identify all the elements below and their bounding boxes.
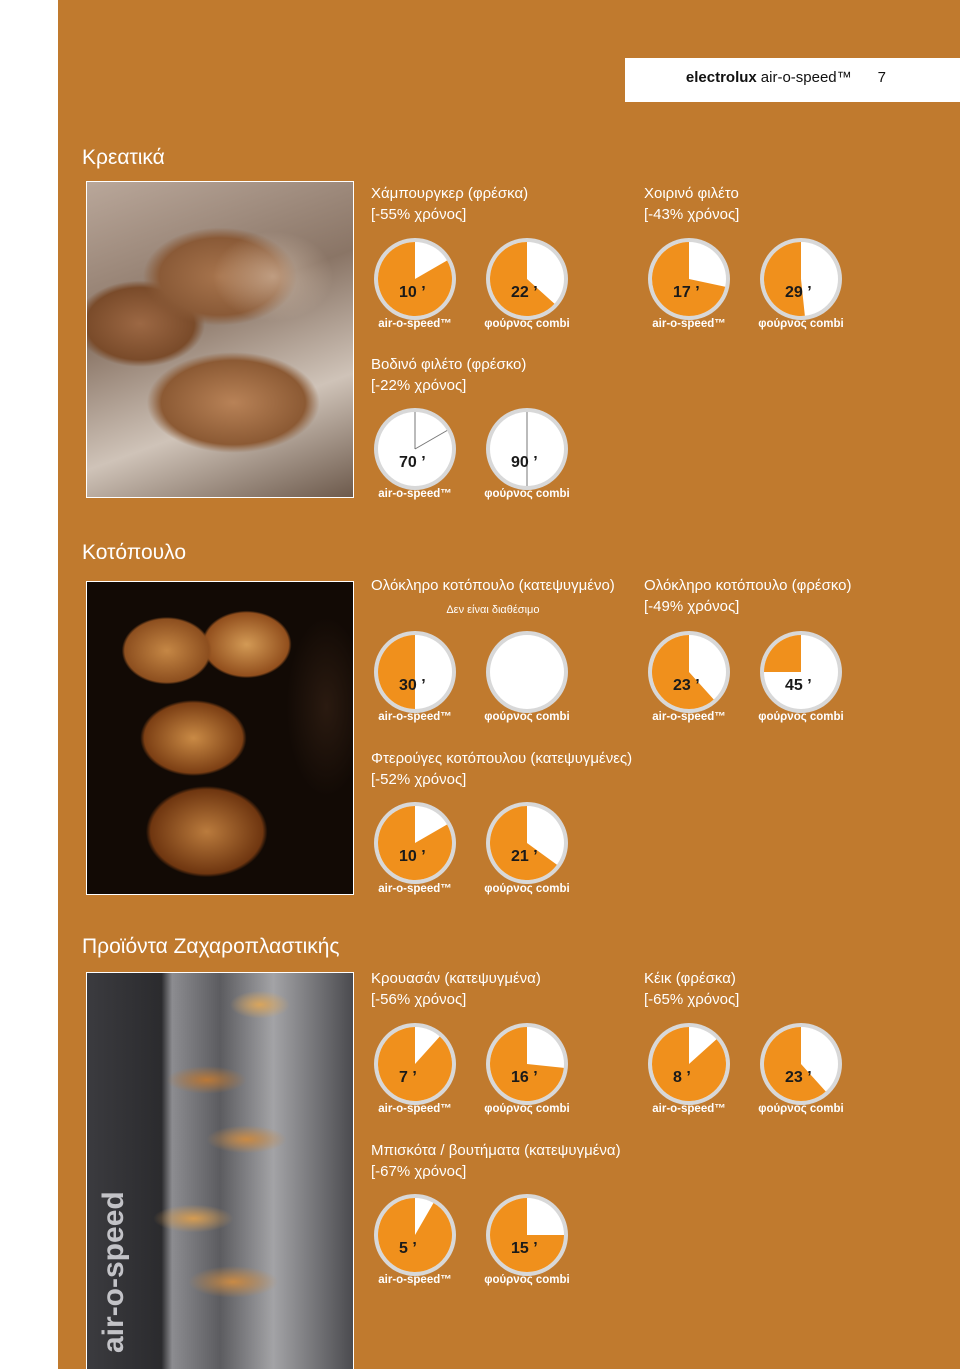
combi-label: φούρνος combi <box>758 318 844 330</box>
combi-timer <box>485 630 569 714</box>
item-title <box>371 968 541 1010</box>
airospeed-timer <box>647 630 731 714</box>
item-title <box>644 968 739 1010</box>
time-saving: [-65% χρόνος] <box>644 991 740 1008</box>
dial-sector <box>764 635 801 672</box>
timer-dial-icon <box>759 630 843 714</box>
timer-dial-icon <box>373 801 457 885</box>
timer-dial-icon <box>485 1193 569 1277</box>
timer-dial-icon <box>373 407 457 491</box>
airospeed-timer <box>373 407 457 491</box>
item-name: Χάμπουργκερ (φρέσκα) <box>371 185 529 202</box>
airospeed-label: air-o-speed™ <box>378 1274 452 1286</box>
dial-time-value: 90 ’ <box>511 454 538 471</box>
photo-meat <box>86 181 354 498</box>
timer-dial-icon <box>485 630 569 714</box>
photo-pastry <box>86 972 354 1370</box>
item-title <box>371 748 632 790</box>
time-saving: [-52% χρόνος] <box>371 771 467 788</box>
airospeed-timer <box>647 237 731 321</box>
brand-name: electrolux <box>685 69 757 86</box>
dial-time-value: 22 ’ <box>511 284 538 301</box>
item-title <box>644 183 739 225</box>
item-name: Κέικ (φρέσκα) <box>644 970 736 987</box>
time-saving: [-55% χρόνος] <box>371 206 467 223</box>
combi-timer <box>485 237 569 321</box>
section-title-chicken: Κοτόπουλο <box>82 541 187 564</box>
time-saving: [-22% χρόνος] <box>371 377 467 394</box>
dial-time-value: 45 ’ <box>785 677 812 694</box>
dial-time-value: 30 ’ <box>399 677 426 694</box>
time-saving: [-56% χρόνος] <box>371 991 467 1008</box>
page-header <box>686 69 886 86</box>
photo-overlay-text: air-o-speed <box>97 1191 130 1353</box>
dial-time-value: 17 ’ <box>673 284 700 301</box>
dial-time-value: 23 ’ <box>785 1069 812 1086</box>
item-name: Ολόκληρο κοτόπουλο (φρέσκο) <box>644 577 852 594</box>
combi-label: φούρνος combi <box>484 488 570 500</box>
item-title <box>371 183 528 225</box>
airospeed-timer <box>647 1022 731 1106</box>
airospeed-label: air-o-speed™ <box>652 318 726 330</box>
combi-label: φούρνος combi <box>758 711 844 723</box>
availability-note: Δεν είναι διαθέσιμο <box>446 604 540 616</box>
airospeed-label: air-o-speed™ <box>652 1103 726 1115</box>
timer-dial-icon <box>373 237 457 321</box>
item-name: Κρουασάν (κατεψυγμένα) <box>371 970 541 987</box>
dial-time-value: 23 ’ <box>673 677 700 694</box>
dial-time-value: 70 ’ <box>399 454 426 471</box>
airospeed-label: air-o-speed™ <box>378 488 452 500</box>
combi-timer <box>759 1022 843 1106</box>
timer-dial-icon <box>485 407 569 491</box>
dial-time-value: 15 ’ <box>511 1240 538 1257</box>
timer-dial-icon <box>373 1193 457 1277</box>
airospeed-label: air-o-speed™ <box>378 1103 452 1115</box>
dial-time-value: 10 ’ <box>399 848 426 865</box>
airospeed-timer <box>373 1193 457 1277</box>
dial-time-value: 8 ’ <box>673 1069 691 1086</box>
dial-time-value: 10 ’ <box>399 284 426 301</box>
section-title-pastry: Προϊόντα Ζαχαροπλαστικής <box>82 935 340 958</box>
dial-time-value: 21 ’ <box>511 848 538 865</box>
timer-dial-icon <box>647 237 731 321</box>
photo-chicken <box>86 581 354 895</box>
dial-sector <box>378 1027 452 1101</box>
item-name: Ολόκληρο κοτόπουλο (κατεψυγμένο) <box>371 577 615 594</box>
timer-dial-icon <box>759 1022 843 1106</box>
item-name: Βοδινό φιλέτο (φρέσκο) <box>371 356 527 373</box>
item-title <box>371 354 526 396</box>
combi-timer <box>485 1193 569 1277</box>
combi-timer <box>485 407 569 491</box>
combi-label: φούρνος combi <box>758 1103 844 1115</box>
airospeed-label: air-o-speed™ <box>652 711 726 723</box>
combi-timer <box>759 237 843 321</box>
section-title-meat: Κρεατικά <box>82 146 165 169</box>
timer-dial-icon <box>373 1022 457 1106</box>
time-saving: [-43% χρόνος] <box>644 206 740 223</box>
item-title <box>644 575 852 617</box>
dial-time-value: 7 ’ <box>399 1069 417 1086</box>
airospeed-timer <box>373 237 457 321</box>
item-name: Χοιρινό φιλέτο <box>644 185 739 202</box>
airospeed-timer <box>373 801 457 885</box>
dial-time-value: 29 ’ <box>785 284 812 301</box>
timer-dial-icon <box>373 630 457 714</box>
item-title <box>371 575 615 621</box>
time-saving: [-67% χρόνος] <box>371 1163 467 1180</box>
item-name: Μπισκότα / βουτήματα (κατεψυγμένα) <box>371 1142 621 1159</box>
timer-dial-icon <box>647 1022 731 1106</box>
model-name: air-o-speed™ <box>760 69 852 86</box>
page-number: 7 <box>877 69 886 86</box>
time-saving: [-49% χρόνος] <box>644 598 740 615</box>
combi-timer <box>485 801 569 885</box>
combi-timer <box>485 1022 569 1106</box>
dial-time-value: 16 ’ <box>511 1069 538 1086</box>
dial-sector <box>378 1198 452 1272</box>
airospeed-label: air-o-speed™ <box>378 711 452 723</box>
airospeed-label: air-o-speed™ <box>378 318 452 330</box>
timer-dial-icon <box>485 237 569 321</box>
dial-time-value: 5 ’ <box>399 1240 417 1257</box>
combi-label: φούρνος combi <box>484 883 570 895</box>
timer-dial-icon <box>647 630 731 714</box>
timer-dial-icon <box>485 801 569 885</box>
combi-timer <box>759 630 843 714</box>
combi-label: φούρνος combi <box>484 318 570 330</box>
combi-label: φούρνος combi <box>484 1274 570 1286</box>
airospeed-label: air-o-speed™ <box>378 883 452 895</box>
item-title <box>371 1140 621 1182</box>
item-name: Φτερούγες κοτόπουλου (κατεψυγμένες) <box>371 750 633 767</box>
dial-face <box>490 635 564 709</box>
airospeed-timer <box>373 630 457 714</box>
combi-label: φούρνος combi <box>484 711 570 723</box>
timer-dial-icon <box>759 237 843 321</box>
timer-dial-icon <box>485 1022 569 1106</box>
combi-label: φούρνος combi <box>484 1103 570 1115</box>
airospeed-timer <box>373 1022 457 1106</box>
